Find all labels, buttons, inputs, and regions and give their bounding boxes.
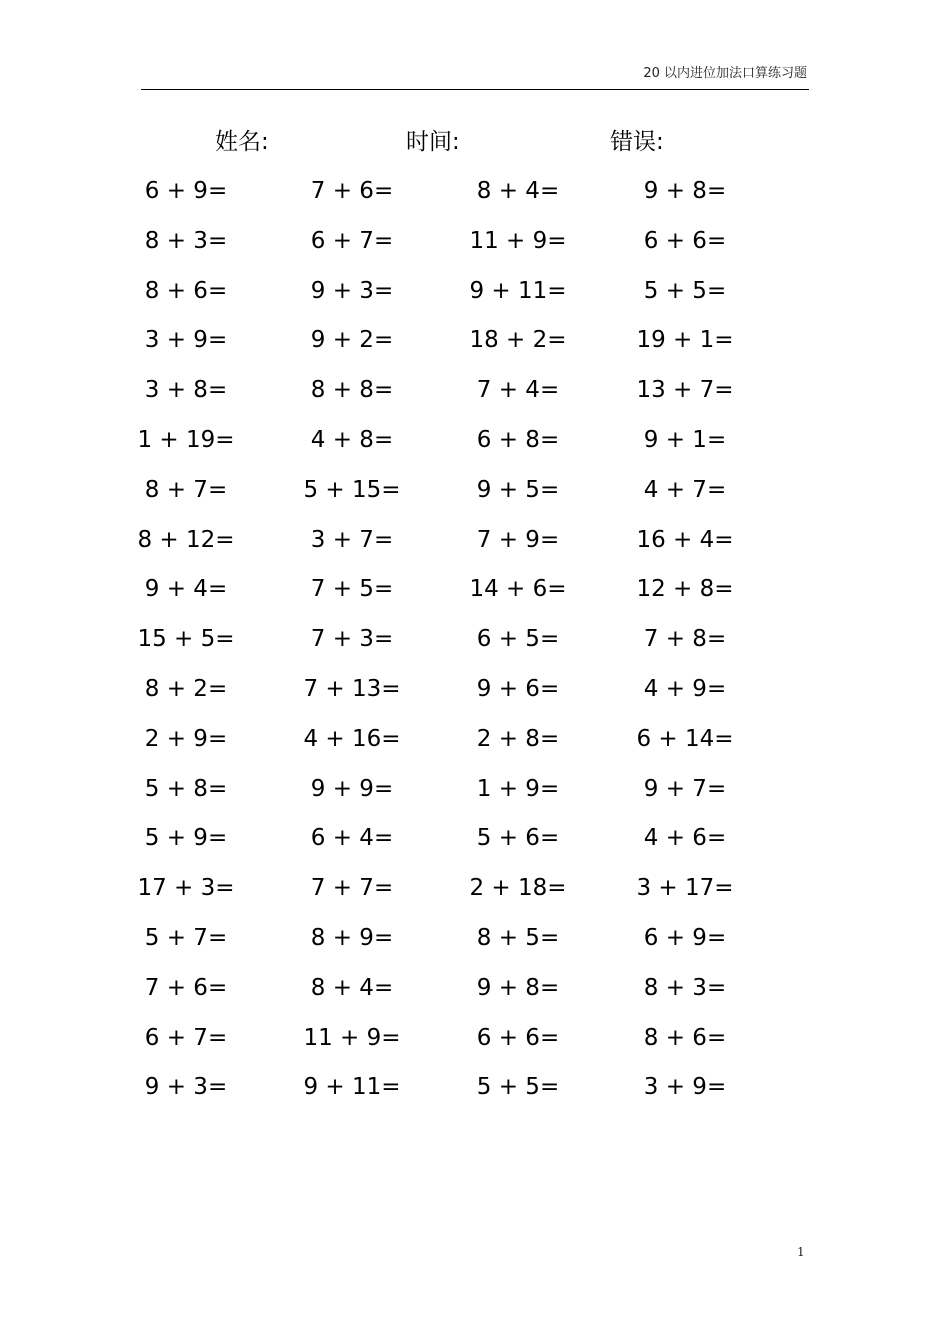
problem: 4 + 6=: [643, 825, 727, 852]
problem: 6 + 7=: [310, 227, 394, 254]
problem: 7 + 9=: [476, 526, 560, 553]
problem-row: [0, 1013, 950, 1063]
problem: 9 + 2=: [310, 327, 394, 354]
problem: 7 + 13=: [303, 675, 401, 702]
problem: 8 + 12=: [137, 526, 235, 553]
problem: 6 + 5=: [476, 626, 560, 653]
problem: 7 + 5=: [310, 576, 394, 603]
problem: 6 + 7=: [144, 1024, 228, 1051]
problem-grid: [0, 166, 950, 1112]
problem: 1 + 9=: [476, 775, 560, 802]
problem: 18 + 2=: [469, 327, 567, 354]
problem: 5 + 5=: [476, 1074, 560, 1101]
problem-row: [0, 415, 950, 465]
problem: 3 + 8=: [144, 377, 228, 404]
problem: 8 + 3=: [643, 974, 727, 1001]
problem: 16 + 4=: [636, 526, 734, 553]
problem: 8 + 9=: [310, 924, 394, 951]
problem-row: [0, 714, 950, 764]
problem-row: [0, 465, 950, 515]
problem: 9 + 3=: [144, 1074, 228, 1101]
problem: 7 + 6=: [310, 178, 394, 204]
header-rule: [141, 89, 809, 90]
problem: 9 + 5=: [476, 476, 560, 503]
problem: 5 + 6=: [476, 825, 560, 852]
problem: 12 + 8=: [636, 576, 734, 603]
time-label: 时间:: [406, 129, 460, 155]
problem: 9 + 6=: [476, 675, 560, 702]
page-number: 1: [797, 1245, 805, 1259]
problem: 9 + 9=: [310, 775, 394, 802]
problem-row: [0, 764, 950, 814]
problem: 8 + 2=: [144, 675, 228, 702]
problem-row: [0, 564, 950, 614]
problem-row: [0, 166, 950, 216]
problem-row: [0, 863, 950, 913]
problem: 3 + 9=: [144, 327, 228, 354]
problem: 3 + 9=: [643, 1074, 727, 1101]
problem: 5 + 8=: [144, 775, 228, 802]
problem: 19 + 1=: [636, 327, 734, 354]
problem: 7 + 7=: [310, 875, 394, 902]
problem: 3 + 17=: [636, 875, 734, 902]
problem: 9 + 11=: [469, 277, 567, 304]
problem: 9 + 8=: [476, 974, 560, 1001]
problem: 4 + 7=: [643, 476, 727, 503]
problem: 7 + 4=: [476, 377, 560, 404]
problem: 4 + 16=: [303, 725, 401, 752]
problem: 9 + 1=: [643, 426, 727, 453]
page-header: [0, 0, 950, 92]
problem: 4 + 9=: [643, 675, 727, 702]
problem: 7 + 6=: [144, 974, 228, 1001]
problem-row: [0, 315, 950, 365]
problem-row: [0, 216, 950, 266]
problem-row: [0, 963, 950, 1013]
problem: 8 + 7=: [144, 476, 228, 503]
problem: 8 + 3=: [144, 227, 228, 254]
problem: 8 + 6=: [643, 1024, 727, 1051]
problem: 13 + 7=: [636, 377, 734, 404]
header-title: 20 以内进位加法口算练习题: [643, 66, 807, 81]
problem-row: [0, 515, 950, 565]
problem: 8 + 4=: [310, 974, 394, 1001]
problem: 9 + 11=: [303, 1074, 401, 1101]
problem: 5 + 9=: [144, 825, 228, 852]
problem-row: [0, 813, 950, 863]
problem: 8 + 8=: [310, 377, 394, 404]
problem: 11 + 9=: [469, 227, 567, 254]
problem: 7 + 3=: [310, 626, 394, 653]
problem: 5 + 15=: [303, 476, 401, 503]
problem-row: [0, 913, 950, 963]
problem: 2 + 18=: [469, 875, 567, 902]
problem: 8 + 5=: [476, 924, 560, 951]
errors-label: 错误:: [610, 129, 664, 155]
name-label: 姓名:: [215, 129, 269, 155]
problem: 9 + 7=: [643, 775, 727, 802]
problem: 4 + 8=: [310, 426, 394, 453]
problem: 14 + 6=: [469, 576, 567, 603]
problem: 8 + 4=: [476, 178, 560, 204]
problem: 6 + 14=: [636, 725, 734, 752]
problem: 8 + 6=: [144, 277, 228, 304]
problem: 11 + 9=: [303, 1024, 401, 1051]
problem: 5 + 7=: [144, 924, 228, 951]
problem: 15 + 5=: [137, 626, 235, 653]
problem: 2 + 8=: [476, 725, 560, 752]
problem: 9 + 8=: [643, 178, 727, 204]
problem-row: [0, 664, 950, 714]
problem-row: [0, 1062, 950, 1112]
problem: 6 + 4=: [310, 825, 394, 852]
problem-row: [0, 365, 950, 415]
problem: 6 + 6=: [476, 1024, 560, 1051]
problem: 5 + 5=: [643, 277, 727, 304]
problem-row: [0, 614, 950, 664]
problem: 3 + 7=: [310, 526, 394, 553]
problem: 6 + 8=: [476, 426, 560, 453]
student-info-row: [0, 126, 950, 160]
problem-row: [0, 266, 950, 316]
problem: 9 + 3=: [310, 277, 394, 304]
problem: 6 + 6=: [643, 227, 727, 254]
problem: 6 + 9=: [643, 924, 727, 951]
problem: 2 + 9=: [144, 725, 228, 752]
problem: 17 + 3=: [137, 875, 235, 902]
problem: 9 + 4=: [144, 576, 228, 603]
problem: 1 + 19=: [137, 426, 235, 453]
problem: 7 + 8=: [643, 626, 727, 653]
problem: 6 + 9=: [144, 178, 228, 204]
